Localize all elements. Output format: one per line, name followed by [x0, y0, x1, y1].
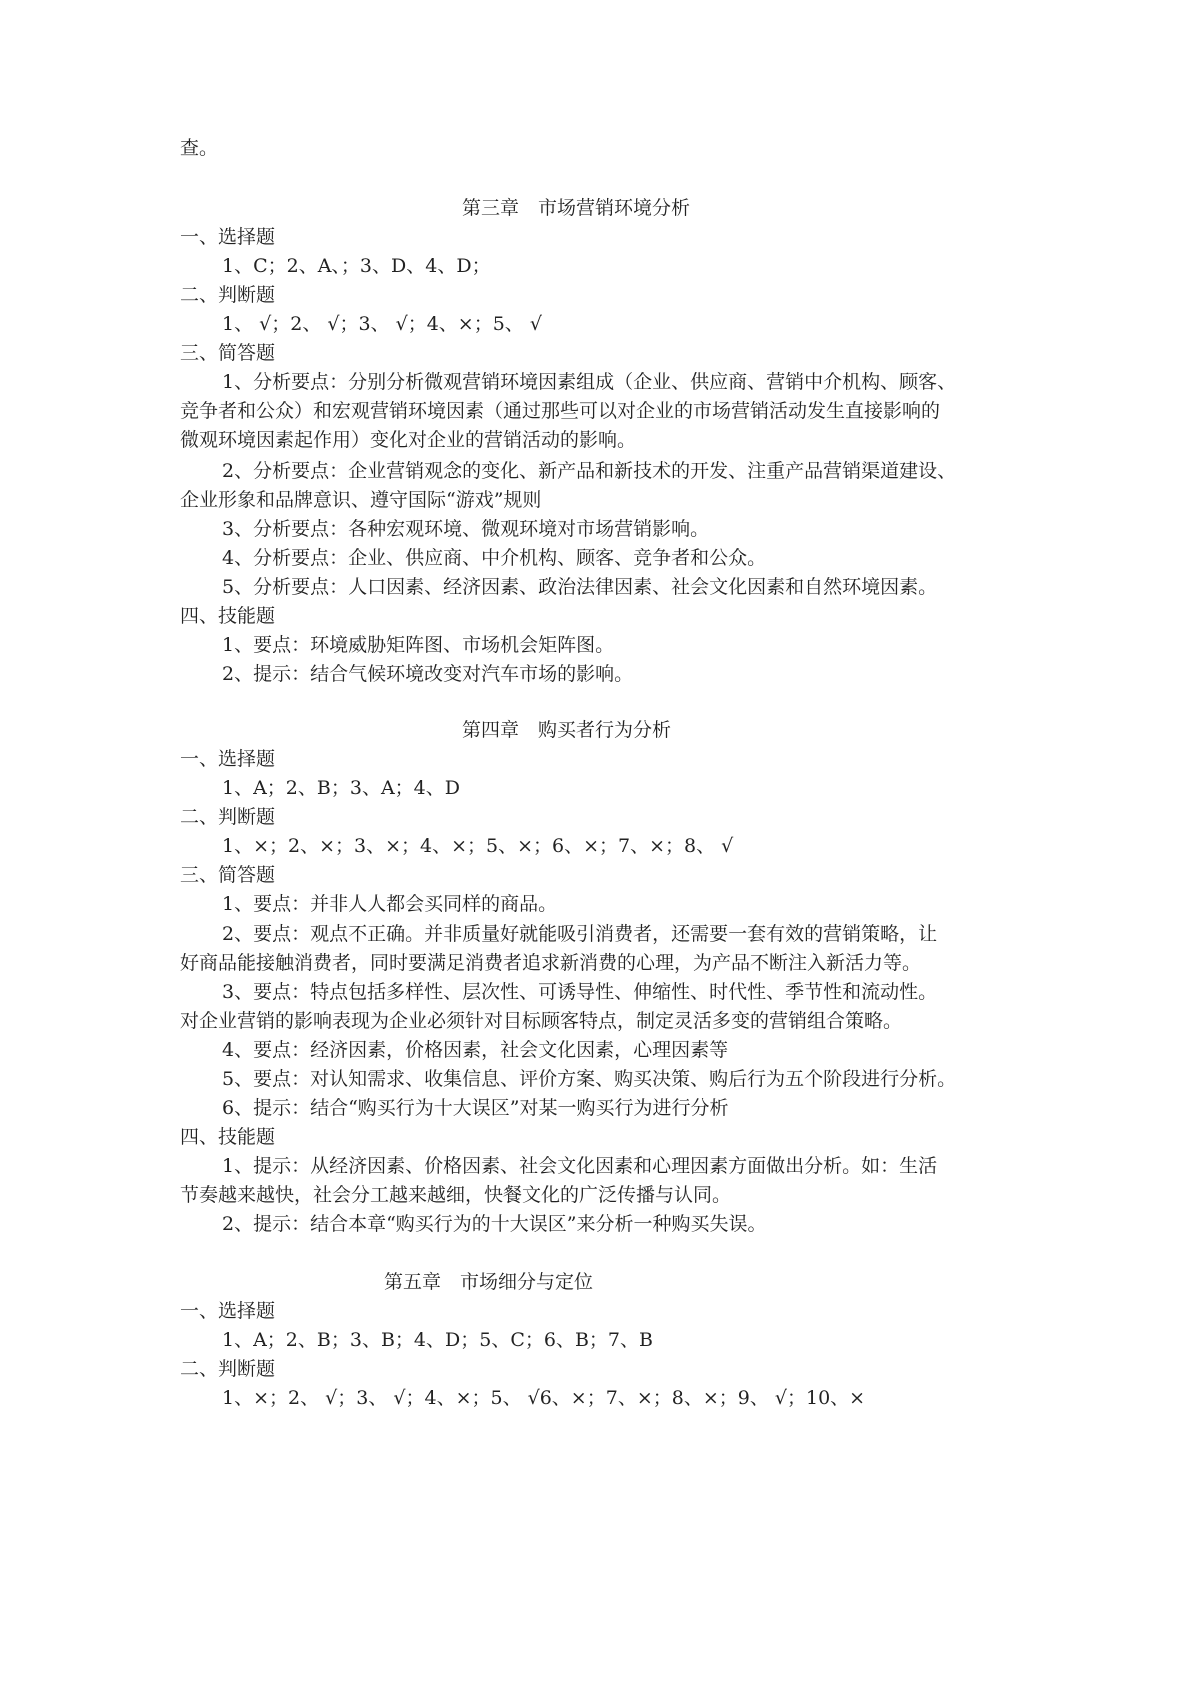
answer-line: 1、A；2、B；3、A；4、D [222, 777, 460, 799]
section-heading: 二、判断题 [180, 1358, 276, 1380]
answer-line: 1、×；2、 √；3、 √；4、×；5、 √6、×；7、×；8、×；9、 √；10、× [222, 1387, 866, 1409]
section-heading: 一、选择题 [180, 226, 276, 248]
section-heading: 一、选择题 [180, 1300, 276, 1322]
answer-line: 1、C；2、A、；3、D、4、D； [222, 255, 491, 277]
paragraph-line: 节奏越来越快，社会分工越来越细，快餐文化的广泛传播与认同。 [180, 1184, 732, 1206]
answer-line: 1、×；2、×；3、×；4、×；5、×；6、×；7、×；8、 √ [222, 835, 734, 857]
paragraph-line: 2、提示：结合气候环境改变对汽车市场的影响。 [222, 663, 634, 685]
paragraph-line: 2、分析要点：企业营销观念的变化、新产品和新技术的开发、注重产品营销渠道建设、 [222, 460, 957, 482]
section-heading: 四、技能题 [180, 1126, 276, 1148]
paragraph-line: 企业形象和品牌意识、遵守国际“游戏”规则 [180, 489, 542, 511]
paragraph-line: 5、分析要点：人口因素、经济因素、政治法律因素、社会文化因素和自然环境因素。 [222, 576, 938, 598]
section-heading: 二、判断题 [180, 284, 276, 306]
section-heading: 三、简答题 [180, 342, 276, 364]
chapter-title: 第三章 市场营销环境分析 [462, 197, 691, 219]
paragraph-line: 2、要点：观点不正确。并非质量好就能吸引消费者，还需要一套有效的营销策略，让 [222, 923, 938, 945]
paragraph-line: 1、要点：并非人人都会买同样的商品。 [222, 893, 558, 915]
paragraph-line: 竞争者和公众）和宏观营销环境因素（通过那些可以对企业的市场营销活动发生直接影响的 [180, 400, 941, 422]
paragraph-line: 1、分析要点：分别分析微观营销环境因素组成（企业、供应商、营销中介机构、顾客、 [222, 371, 957, 393]
text-line: 查。 [180, 137, 219, 159]
paragraph-line: 1、提示：从经济因素、价格因素、社会文化因素和心理因素方面做出分析。如：生活 [222, 1155, 938, 1177]
paragraph-line: 微观环境因素起作用）变化对企业的营销活动的影响。 [180, 429, 637, 451]
paragraph-line: 4、分析要点：企业、供应商、中介机构、顾客、竞争者和公众。 [222, 547, 767, 569]
paragraph-line: 4、要点：经济因素，价格因素，社会文化因素，心理因素等 [222, 1039, 729, 1061]
paragraph-line: 1、要点：环境威胁矩阵图、市场机会矩阵图。 [222, 634, 615, 656]
answer-line: 1、A；2、B；3、B；4、D；5、C；6、B；7、B [222, 1329, 653, 1351]
paragraph-line: 5、要点：对认知需求、收集信息、评价方案、购买决策、购后行为五个阶段进行分析。 [222, 1068, 957, 1090]
paragraph-line: 2、提示：结合本章“购买行为的十大误区”来分析一种购买失误。 [222, 1213, 767, 1235]
section-heading: 二、判断题 [180, 806, 276, 828]
paragraph-line: 3、分析要点：各种宏观环境、微观环境对市场营销影响。 [222, 518, 710, 540]
answer-line: 1、 √；2、 √；3、 √；4、×；5、 √ [222, 313, 542, 335]
section-heading: 三、简答题 [180, 864, 276, 886]
paragraph-line: 3、要点：特点包括多样性、层次性、可诱导性、伸缩性、时代性、季节性和流动性。 [222, 981, 938, 1003]
paragraph-line: 好商品能接触消费者，同时要满足消费者追求新消费的心理，为产品不断注入新活力等。 [180, 952, 922, 974]
section-heading: 一、选择题 [180, 748, 276, 770]
chapter-title: 第五章 市场细分与定位 [384, 1271, 594, 1293]
section-heading: 四、技能题 [180, 605, 276, 627]
paragraph-line: 对企业营销的影响表现为企业必须针对目标顾客特点，制定灵活多变的营销组合策略。 [180, 1010, 903, 1032]
chapter-title: 第四章 购买者行为分析 [462, 719, 672, 741]
paragraph-line: 6、提示：结合“购买行为十大误区”对某一购买行为进行分析 [222, 1097, 729, 1119]
